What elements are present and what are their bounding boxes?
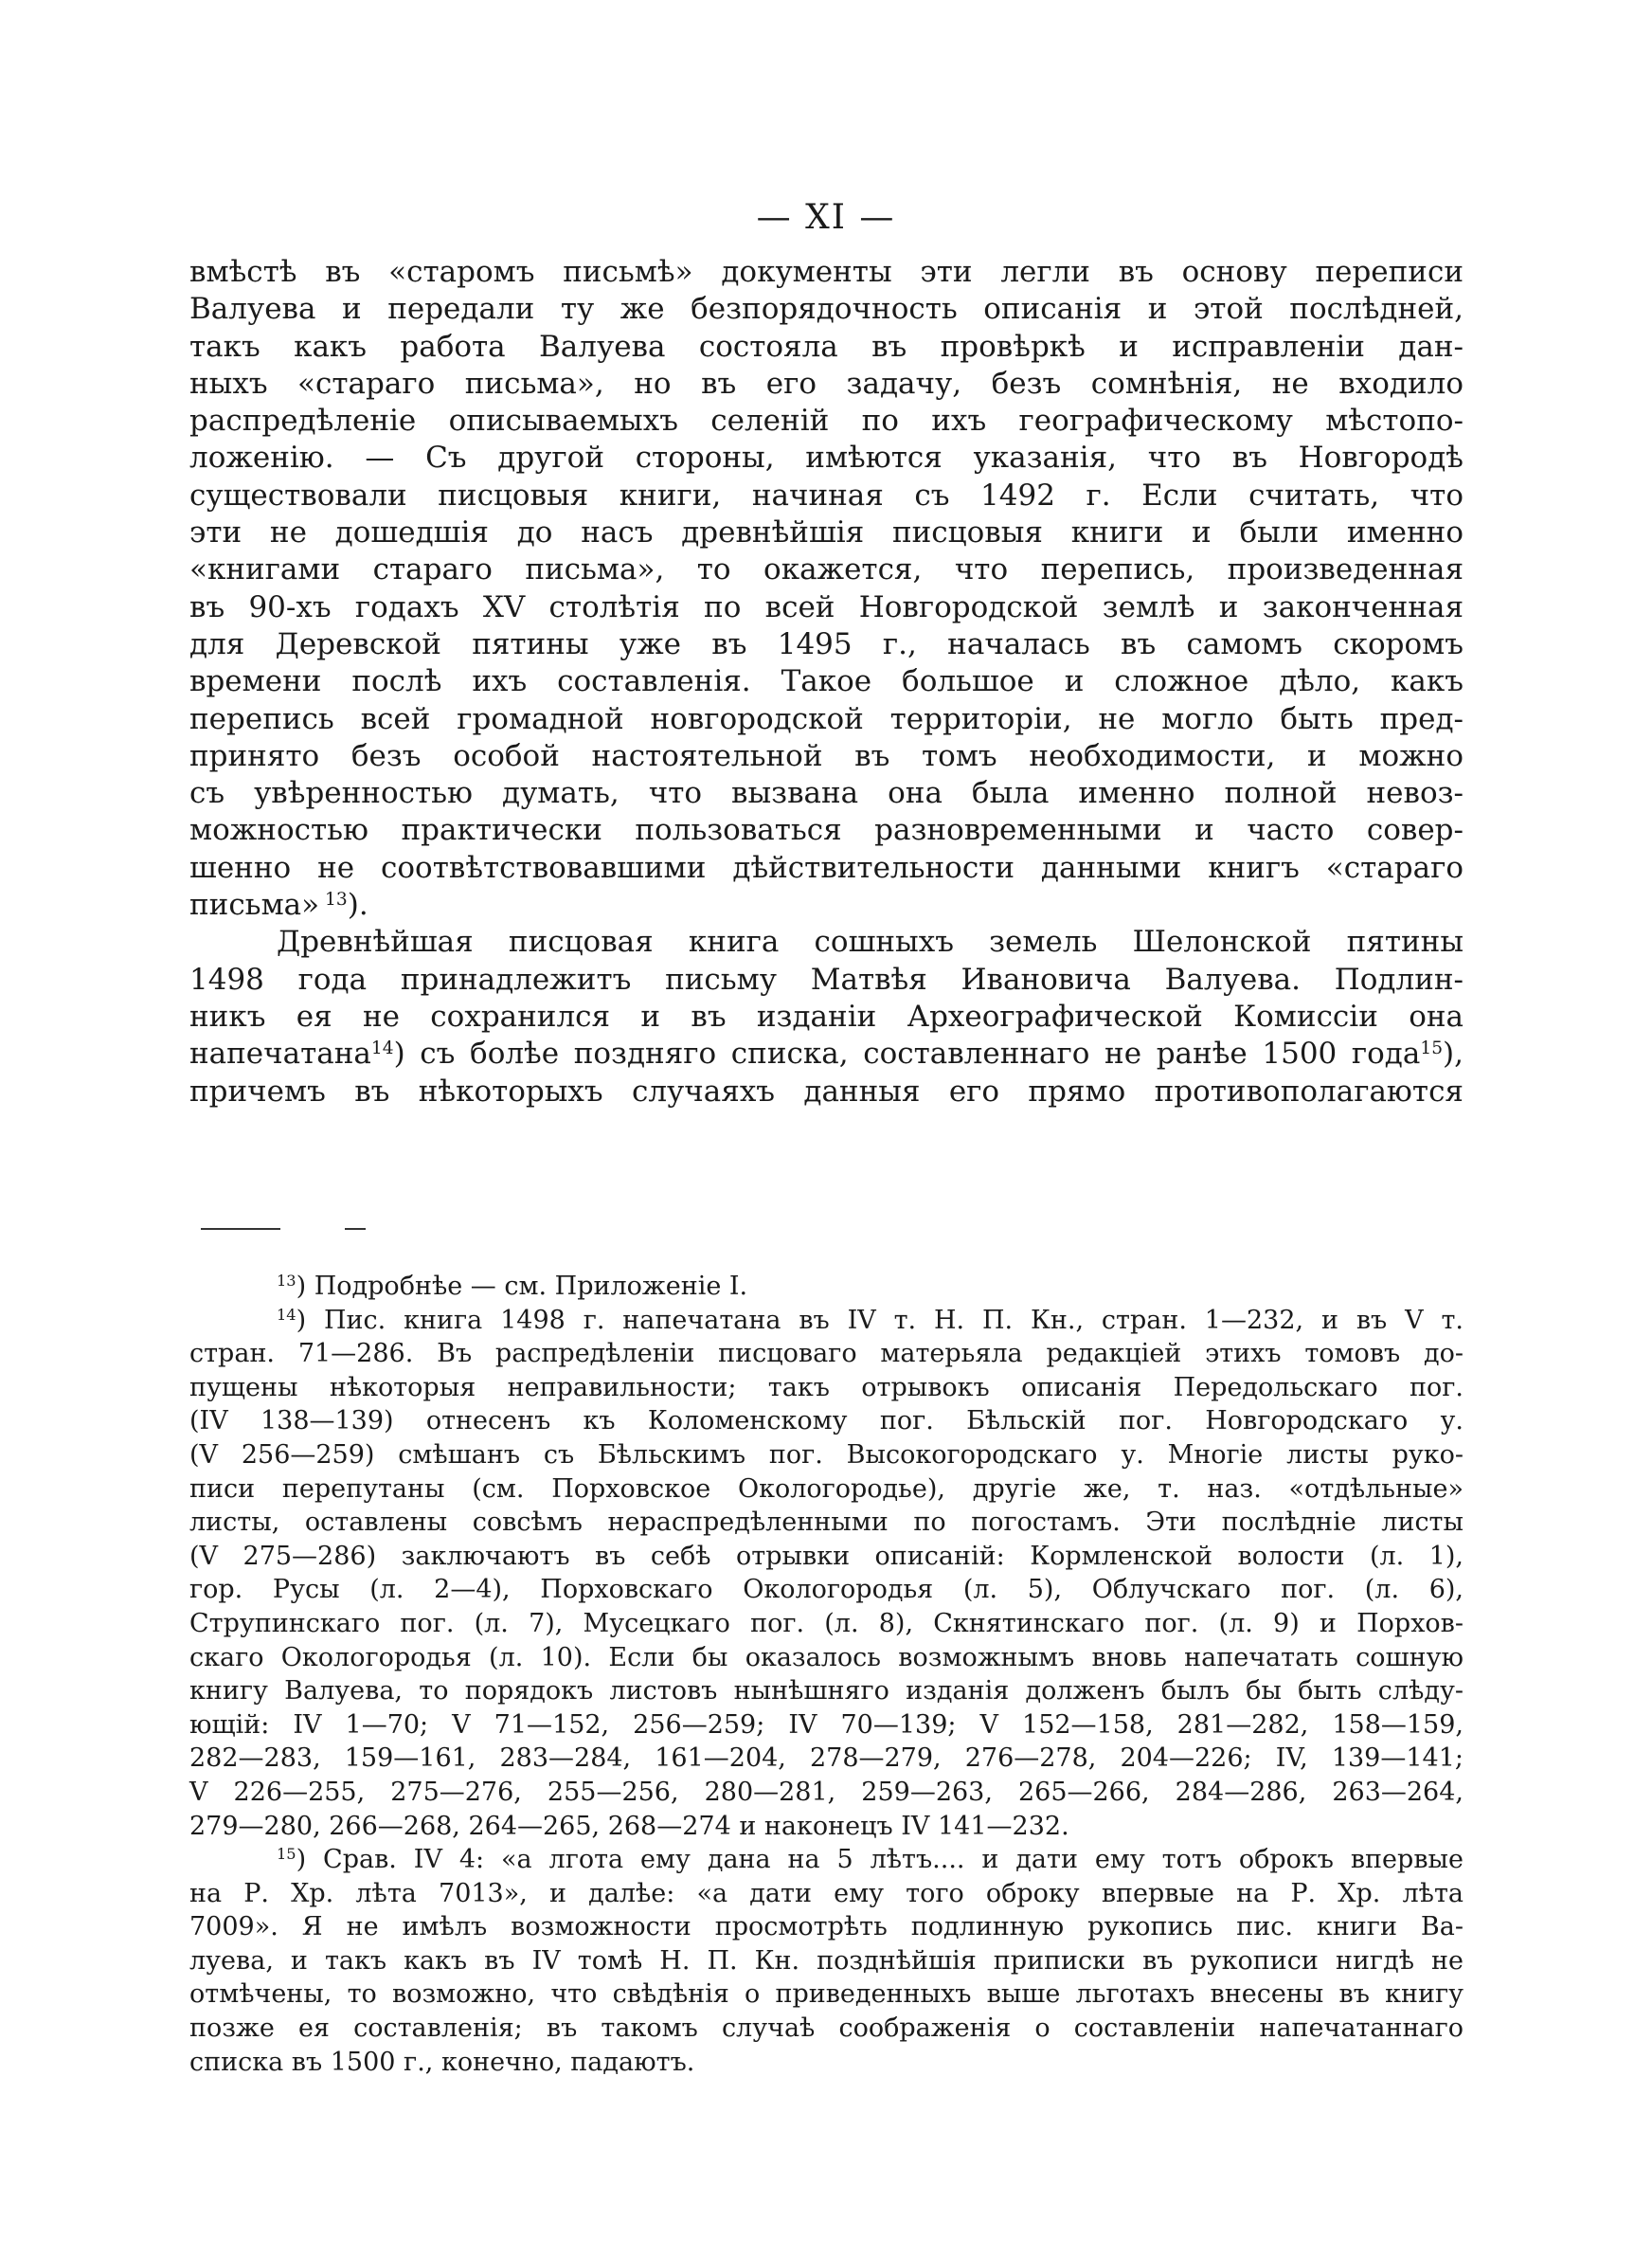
text-line: для Деревской пятины уже въ 1495 г., началась въ самомъ скоромъ xyxy=(189,626,1463,661)
text-line: Древнѣйшая писцовая книга сошныхъ земель Шелонской пятины xyxy=(277,925,1463,960)
footnote-line: V 226—255, 275—276, 255—256, 280—281, 259—263, 265—266, 284—286, 263—264, xyxy=(189,1777,1463,1807)
text-line: «книгами стараго письма», то окажется, что перепись, произведенная xyxy=(189,552,1463,587)
footnote-number: 14 xyxy=(277,1305,296,1324)
text-line: перепись всей громадной новгородской территоріи, не могло быть пред- xyxy=(189,701,1463,736)
text-line: съ увѣренностью думать, что вызвана она была именно полной невоз- xyxy=(189,776,1463,811)
footnote-separator xyxy=(201,1228,390,1230)
text-line: такъ какъ работа Валуева состояла въ провѣркѣ и исправленіи дан- xyxy=(189,329,1463,364)
footnote-line: скаго Окологородья (л. 10). Если бы оказалось возможнымъ вновь напечатать сошную xyxy=(189,1642,1463,1672)
footnote-line: отмѣчены, то возможно, что свѣдѣнія о приведенныхъ выше льготахъ внесены въ книгу xyxy=(189,1979,1463,2010)
footnote-line: листы, оставлены совсѣмъ нераспредѣленными по погостамъ. Эти послѣдніе листы xyxy=(189,1508,1463,1538)
footnote-line: (V 256—259) смѣшанъ съ Бѣльскимъ пог. Высокогородскаго у. Многіе листы руко- xyxy=(189,1439,1463,1470)
footnotes xyxy=(189,1270,1463,2079)
footnote-line: гор. Русы (л. 2—4), Порховскаго Окологородья (л. 5), Облучскаго пог. (л. 6), xyxy=(189,1575,1463,1605)
footnote-14 xyxy=(189,1304,1463,1338)
footnote-line: 282—283, 159—161, 283—284, 161—204, 278—279, 276—278, 204—226; IV, 139—141; xyxy=(189,1743,1463,1774)
footnote-line: пущены нѣкоторыя неправильности; такъ отрывокъ описанія Передольскаго пог. xyxy=(189,1372,1463,1402)
footnote-line: ющій: IV 1—70; V 71—152, 256—259; IV 70—139; V 152—158, 281—282, 158—159, xyxy=(189,1709,1463,1740)
text-line: принято безъ особой настоятельной въ томъ необходимости, и можно xyxy=(189,738,1463,773)
text-line: въ 90-хъ годахъ XV столѣтія по всей Новгородской землѣ и законченная xyxy=(189,589,1463,624)
text-segment: письма» xyxy=(189,888,320,923)
footnote-marker: 14 xyxy=(370,1038,394,1059)
text-line: эти не дошедшія до насъ древнѣйшія писцовыя книги и были именно xyxy=(189,515,1463,551)
page-number: — XI — xyxy=(756,198,896,237)
text-line: распредѣленіе описываемыхъ селеній по ихъ географическому мѣстопо- xyxy=(189,404,1463,439)
text-segment: ). xyxy=(347,888,368,923)
footnote-line: луева, и такъ какъ въ IV томѣ Н. П. Кн. позднѣйшія приписки въ рукописи нигдѣ не xyxy=(189,1945,1463,1976)
footnote-number: 15 xyxy=(277,1845,296,1864)
footnote-line: 7009». Я не имѣлъ возможности просмотрѣть подлинную рукопись пис. книги Ва- xyxy=(189,1912,1463,1942)
text-line xyxy=(189,887,1463,924)
footnote-text: ) Подробнѣе — см. Приложеніе I. xyxy=(296,1272,748,1301)
footnote-marker-number: 13 xyxy=(325,889,348,910)
footnote-line: списка въ 1500 г., конечно, падаютъ. xyxy=(189,2047,695,2077)
text-line: вмѣстѣ въ «старомъ письмѣ» документы эти легли въ основу переписи xyxy=(189,255,1463,289)
footnote-marker: 15 xyxy=(1420,1038,1444,1059)
footnote-line: на Р. Хр. лѣта 7013», и далѣе: «а дати ему того оброку впервые на Р. Хр. лѣта xyxy=(189,1878,1463,1908)
footnote-13 xyxy=(189,1270,1463,1304)
footnote-number: 13 xyxy=(277,1272,296,1291)
text-line xyxy=(189,1036,1463,1073)
text-line: причемъ въ нѣкоторыхъ случаяхъ данныя его прямо противополагаются xyxy=(189,1074,1463,1109)
footnote-text: ) Пис. книга 1498 г. напечатана въ IV т. Н. П. Кн., стран. 1—232, и въ V т. xyxy=(296,1305,1463,1335)
text-line: шенно не соотвѣтствовавшими дѣйствительности данными книгъ «стараго xyxy=(189,850,1463,885)
text-line: ложенію. — Съ другой стороны, имѣются указанія, что въ Новгородѣ xyxy=(189,441,1463,476)
text-segment: ), xyxy=(1443,1037,1463,1072)
text-line: существовали писцовыя книги, начиная съ 1492 г. Если считать, что xyxy=(189,478,1463,513)
text-segment: напечатана xyxy=(189,1037,371,1072)
separator-dash xyxy=(201,1228,280,1230)
text-line: никъ ея не сохранился и въ изданіи Археографической Комиссіи она xyxy=(189,999,1463,1034)
text-line: можностью практически пользоваться разновременными и часто совер- xyxy=(189,813,1463,848)
footnote-line: позже ея составленія; въ такомъ случаѣ соображенія о составленіи напечатаннаго xyxy=(189,2013,1463,2044)
footnote-text: ) Срав. IV 4: «а лгота ему дана на 5 лѣтъ.... и дати ему тотъ оброкъ впервые xyxy=(296,1845,1463,1875)
footnote-marker xyxy=(319,890,348,910)
text-segment: ) съ болѣе поздняго списка, составленнаго не ранѣе 1500 года xyxy=(393,1037,1421,1072)
footnote-line: стран. 71—286. Въ распредѣленіи писцоваго матерьяла редакціей этихъ томовъ до- xyxy=(189,1339,1463,1369)
footnote-line: Струпинскаго пог. (л. 7), Мусецкаго пог. (л. 8), Скнятинскаго пог. (л. 9) и Порхов- xyxy=(189,1608,1463,1638)
footnote-line: писи перепутаны (см. Порховское Окологородье), другіе же, т. наз. «отдѣльные» xyxy=(189,1473,1463,1504)
text-line: ныхъ «стараго письма», но въ его задачу, безъ сомнѣнія, не входило xyxy=(189,366,1463,401)
main-text xyxy=(189,254,1463,1110)
footnote-line: 279—280, 266—268, 264—265, 268—274 и наконецъ IV 141—232. xyxy=(189,1811,1069,1841)
footnote-15 xyxy=(189,1843,1463,1877)
footnote-line: (IV 138—139) отнесенъ къ Коломенскому пог. Бѣльскій пог. Новгородскаго у. xyxy=(189,1406,1463,1436)
text-line: 1498 года принадлежитъ письму Матвѣя Ивановича Валуева. Подлин- xyxy=(189,962,1463,997)
footnote-line: (V 275—286) заключаютъ въ себѣ отрывки описаній: Кормленской волости (л. 1), xyxy=(189,1541,1463,1571)
text-line: Валуева и передали ту же безпорядочность описанія и этой послѣдней, xyxy=(189,292,1463,327)
text-line: времени послѣ ихъ составленія. Такое большое и сложное дѣло, какъ xyxy=(189,664,1463,699)
footnote-line: книгу Валуева, то порядокъ листовъ нынѣшняго изданія долженъ былъ бы быть слѣду- xyxy=(189,1676,1463,1706)
separator-dash xyxy=(345,1228,366,1230)
